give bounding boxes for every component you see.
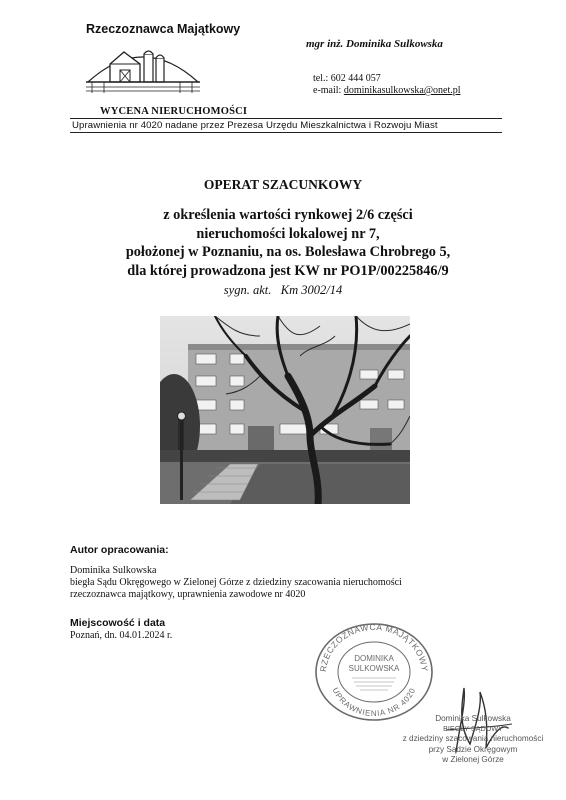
stamp-bottom-text: UPRAWNIENIA NR 4020	[330, 686, 418, 719]
stamp-name-2: SULKOWSKA	[348, 664, 400, 673]
document-title: OPERAT SZACUNKOWY	[203, 177, 363, 192]
author-name: Dominika Sulkowska	[70, 565, 157, 576]
subject-line: z określenia wartości rynkowej 2/6 części	[163, 207, 413, 223]
email-link[interactable]: dominikasulkowska@onet.pl	[343, 85, 461, 96]
sig-stamp-line: z dziedziny szacowania nieruchomości	[402, 734, 544, 744]
stamp-top-text: RZECZOZNAWCA MAJĄTKOWY	[317, 621, 431, 673]
email-line	[313, 85, 461, 96]
round-stamp-icon	[312, 618, 436, 722]
office-name: WYCENA NIERUCHOMOŚCI	[100, 106, 248, 117]
building-photo	[160, 316, 410, 504]
subject-line: położonej w Poznaniu, na os. Bolesława Chrobrego 5,	[125, 244, 451, 261]
sig-stamp-line: w Zielonej Górze	[442, 754, 504, 764]
sig-stamp-line: przy Sądzie Okręgowym	[428, 744, 518, 754]
author-heading: Autor opracowania:	[70, 544, 169, 556]
case-signature	[0, 283, 566, 298]
document-subject	[40, 206, 536, 280]
case-signature-label: sygn. akt.	[223, 283, 272, 297]
farm-logo-icon	[84, 38, 202, 94]
brand-title: Rzeczoznawca Majątkowy	[86, 22, 241, 36]
subject-line: dla której prowadzona jest KW nr PO1P/00225846/9	[127, 262, 449, 279]
author-court-line: biegła Sądu Okręgowego w Zielonej Górze z dziedziny szacowania nieruchomości	[70, 577, 402, 588]
sig-stamp-name: Dominika Sulkowska	[435, 714, 511, 723]
appraiser-name: mgr inż. Dominika Sulkowska	[306, 38, 443, 50]
signature-stamp	[388, 714, 558, 765]
building-photo-drawing	[160, 316, 410, 504]
place-date-value: Poznań, dn. 04.01.2024 r.	[70, 630, 173, 641]
email-label: e-mail:	[313, 85, 344, 96]
license-line: Uprawnienia nr 4020 nadane przez Prezesa Urzędu Mieszkalnictwa i Rozwoju Miast	[70, 118, 502, 133]
stamp-name-1: DOMINIKA	[354, 654, 394, 663]
phone-number: tel.: 602 444 057	[313, 73, 381, 84]
author-license-line: rzeczoznawca majątkowy, uprawnienia zawodowe nr 4020	[70, 589, 306, 600]
place-date-heading: Miejscowość i data	[70, 617, 166, 629]
subject-line: nieruchomości lokalowej nr 7,	[196, 225, 380, 242]
sig-stamp-title: BIEGŁY SĄDOWY	[443, 724, 503, 734]
case-signature-value: Km 3002/14	[280, 283, 343, 297]
